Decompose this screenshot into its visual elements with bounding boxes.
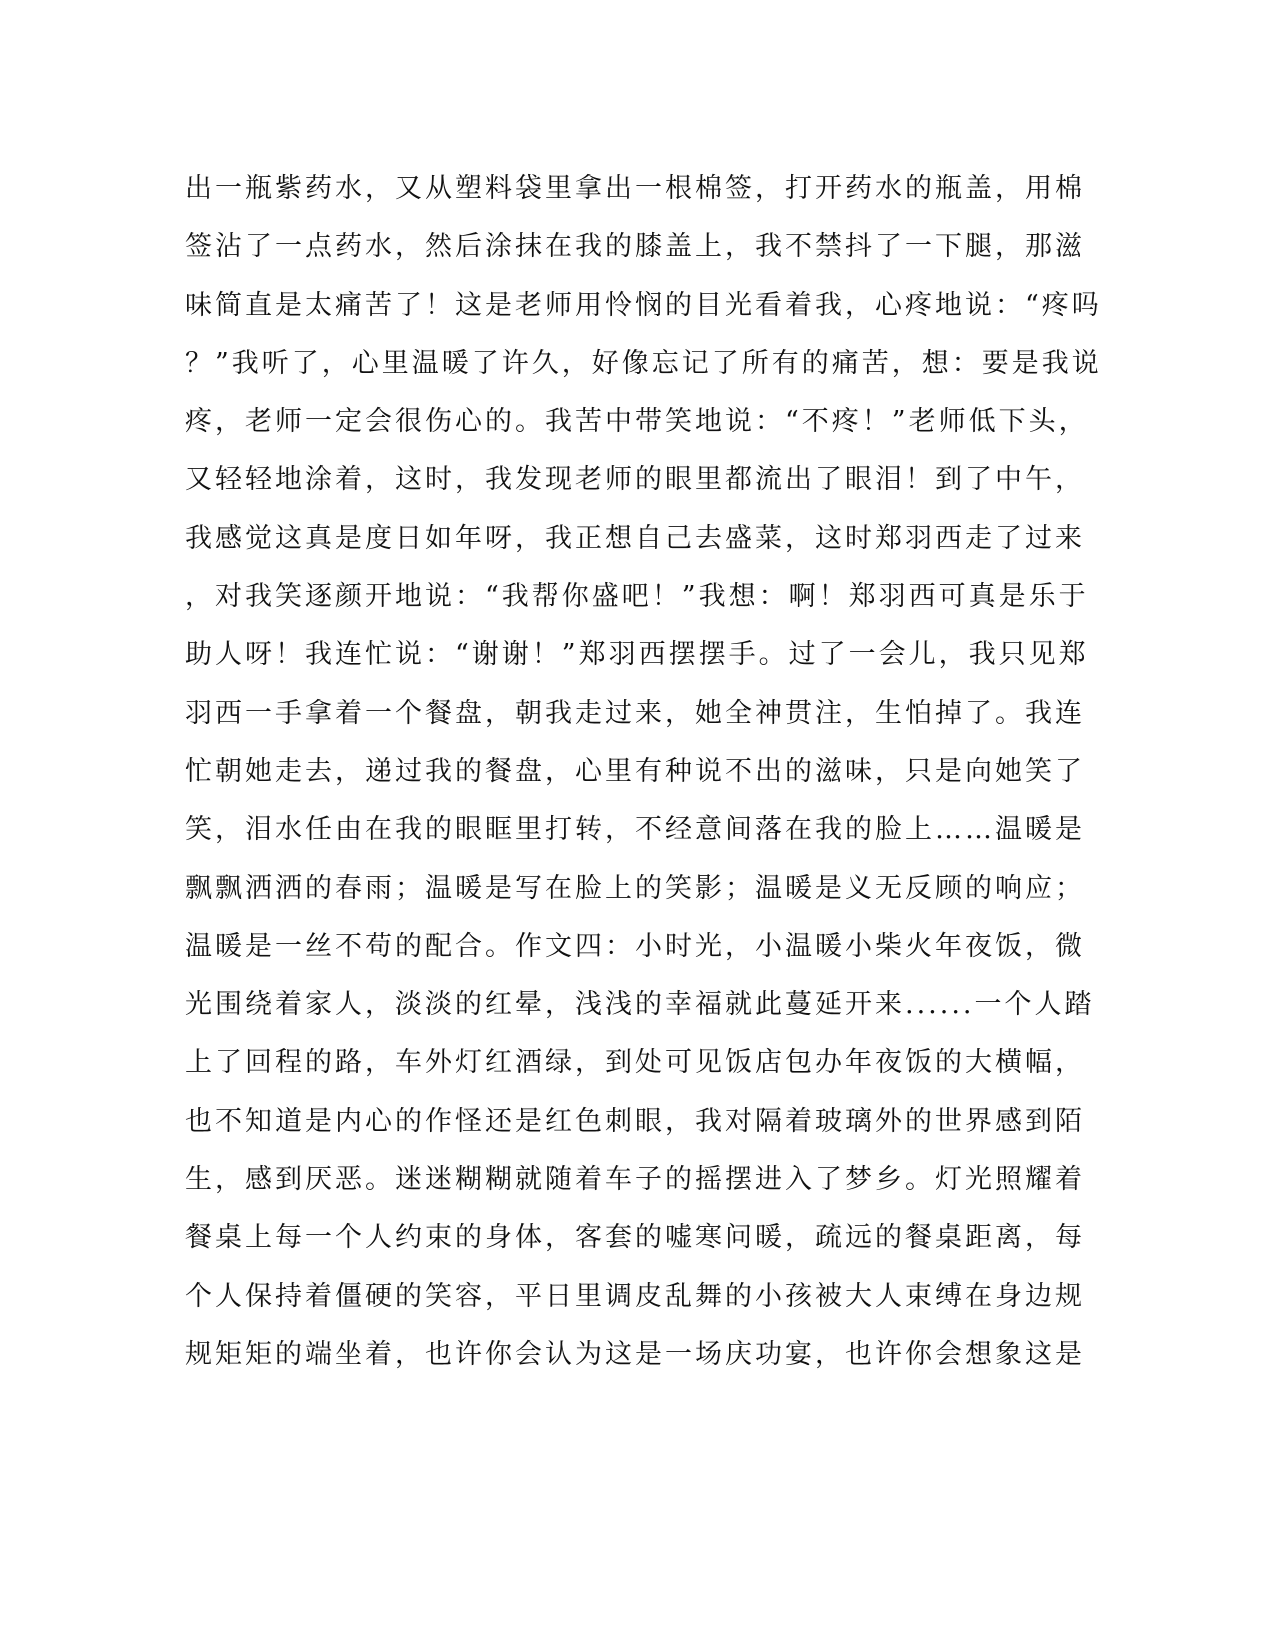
text-line: 生，感到厌恶。迷迷糊糊就随着车子的摇摆进入了梦乡。灯光照耀着: [185, 1164, 1085, 1196]
text-line: 味简直是太痛苦了！这是老师用怜悯的目光看着我，心疼地说：“疼吗: [185, 289, 1102, 321]
body-text: [185, 160, 1105, 1384]
text-line: 又轻轻地涂着，这时，我发现老师的眼里都流出了眼泪！到了中午，: [185, 464, 1085, 496]
text-line: 我感觉这真是度日如年呀，我正想自己去盛菜，这时郑羽西走了过来: [185, 522, 1085, 554]
text-line: 规矩矩的端坐着，也许你会认为这是一场庆功宴，也许你会想象这是: [185, 1338, 1085, 1370]
text-line: ？”我听了，心里温暖了许久，好像忘记了所有的痛苦，想：要是我说: [185, 347, 1102, 379]
text-line: 助人呀！我连忙说：“谢谢！”郑羽西摆摆手。过了一会儿，我只见郑: [185, 639, 1089, 671]
text-line: 笑，泪水任由在我的眼眶里打转，不经意间落在我的脸上……温暖是: [185, 814, 1085, 846]
text-line: 光围绕着家人，淡淡的红晕，浅浅的幸福就此蔓延开来......一个人踏: [185, 989, 1095, 1021]
text-line: 餐桌上每一个人约束的身体，客套的嘘寒问暖，疏远的餐桌距离，每: [185, 1222, 1085, 1254]
text-line: 飘飘洒洒的春雨；温暖是写在脸上的笑影；温暖是义无反顾的响应；: [185, 872, 1085, 904]
text-line: 签沾了一点药水，然后涂抹在我的膝盖上，我不禁抖了一下腿，那滋: [185, 231, 1085, 263]
text-line: 温暖是一丝不苟的配合。作文四：小时光，小温暖小柴火年夜饭，微: [185, 930, 1085, 962]
text-line: ，对我笑逐颜开地说：“我帮你盛吧！”我想：啊！郑羽西可真是乐于: [185, 581, 1089, 613]
text-line: 疼，老师一定会很伤心的。我苦中带笑地说：“不疼！”老师低下头，: [185, 406, 1089, 438]
text-line: 上了回程的路，车外灯红酒绿，到处可见饭店包办年夜饭的大横幅，: [185, 1047, 1085, 1079]
text-line: 也不知道是内心的作怪还是红色刺眼，我对隔着玻璃外的世界感到陌: [185, 1105, 1085, 1137]
text-line: 个人保持着僵硬的笑容，平日里调皮乱舞的小孩被大人束缚在身边规: [185, 1280, 1085, 1312]
text-line: 出一瓶紫药水，又从塑料袋里拿出一根棉签，打开药水的瓶盖，用棉: [185, 173, 1085, 204]
text-line: 忙朝她走去，递过我的餐盘，心里有种说不出的滋味，只是向她笑了: [185, 755, 1085, 787]
text-line: 羽西一手拿着一个餐盘，朝我走过来，她全神贯注，生怕掉了。我连: [185, 697, 1085, 729]
